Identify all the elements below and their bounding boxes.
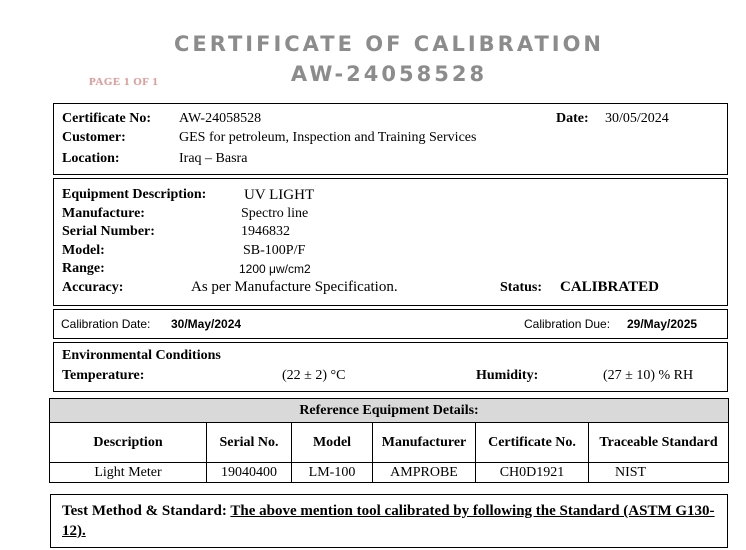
temperature-value: (22 ± 2) °C	[282, 368, 346, 383]
model-value: SB-100P/F	[243, 243, 306, 258]
customer-value: GES for petroleum, Inspection and Training Services	[179, 130, 477, 145]
table-cell: Light Meter	[50, 463, 207, 483]
date-value: 30/05/2024	[605, 111, 669, 126]
status-label: Status:	[500, 280, 543, 295]
humidity-label: Humidity:	[476, 368, 539, 383]
test-method-value: The above mention tool calibrated by following the Standard (ASTM G130-12).	[62, 503, 715, 539]
environment-heading: Environmental Conditions	[62, 348, 221, 363]
table-cell: NIST	[589, 463, 729, 483]
column-header: Description	[50, 423, 207, 463]
test-method-text	[62, 501, 722, 541]
certificate-number-heading: AW-24058528	[290, 62, 488, 86]
certificate-no-value: AW-24058528	[179, 111, 262, 126]
reference-equipment-table	[49, 398, 729, 483]
equipment-box	[53, 178, 728, 306]
test-method-box	[50, 494, 728, 548]
column-header: Traceable Standard	[589, 423, 729, 463]
table-cell: LM-100	[292, 463, 373, 483]
column-header: Serial No.	[207, 423, 292, 463]
serial-number-value: 1946832	[241, 224, 290, 239]
temperature-label: Temperature:	[62, 368, 145, 383]
manufacture-value: Spectro line	[241, 206, 309, 221]
page-indicator: PAGE 1 OF 1	[89, 76, 159, 88]
location-value: Iraq – Basra	[179, 151, 248, 166]
table-cell: CH0D1921	[476, 463, 589, 483]
serial-number-label: Serial Number:	[62, 224, 155, 239]
calibration-due-label: Calibration Due:	[524, 317, 611, 331]
column-header: Manufacturer	[373, 423, 476, 463]
certificate-title: CERTIFICATE OF CALIBRATION	[173, 32, 605, 56]
customer-label: Customer:	[62, 130, 126, 145]
accuracy-value: As per Manufacture Specification.	[191, 279, 398, 295]
environment-box	[53, 342, 728, 392]
calibration-date-label: Calibration Date:	[61, 317, 151, 331]
range-label: Range:	[62, 261, 105, 276]
test-method-label: Test Method & Standard:	[62, 503, 227, 519]
model-label: Model:	[62, 243, 105, 258]
range-value: 1200 μw/cm2	[239, 262, 311, 276]
manufacture-label: Manufacture:	[62, 206, 145, 221]
date-label: Date:	[556, 111, 589, 126]
certificate-info-box	[53, 103, 728, 175]
reference-heading: Reference Equipment Details:	[50, 399, 729, 423]
table-cell: 19040400	[207, 463, 292, 483]
column-header: Certificate No.	[476, 423, 589, 463]
equipment-description-value: UV LIGHT	[244, 187, 315, 203]
equipment-description-label: Equipment Description:	[62, 187, 207, 202]
column-header: Model	[292, 423, 373, 463]
table-row	[50, 463, 729, 483]
calibration-due-value: 29/May/2025	[627, 317, 698, 331]
table-cell: AMPROBE	[373, 463, 476, 483]
humidity-value: (27 ± 10) % RH	[603, 368, 694, 383]
status-value: CALIBRATED	[560, 279, 659, 295]
calibration-dates-box	[53, 309, 728, 339]
certificate-no-label: Certificate No:	[62, 111, 152, 126]
location-label: Location:	[62, 151, 120, 166]
accuracy-label: Accuracy:	[62, 280, 124, 295]
calibration-date-value: 30/May/2024	[171, 317, 242, 331]
